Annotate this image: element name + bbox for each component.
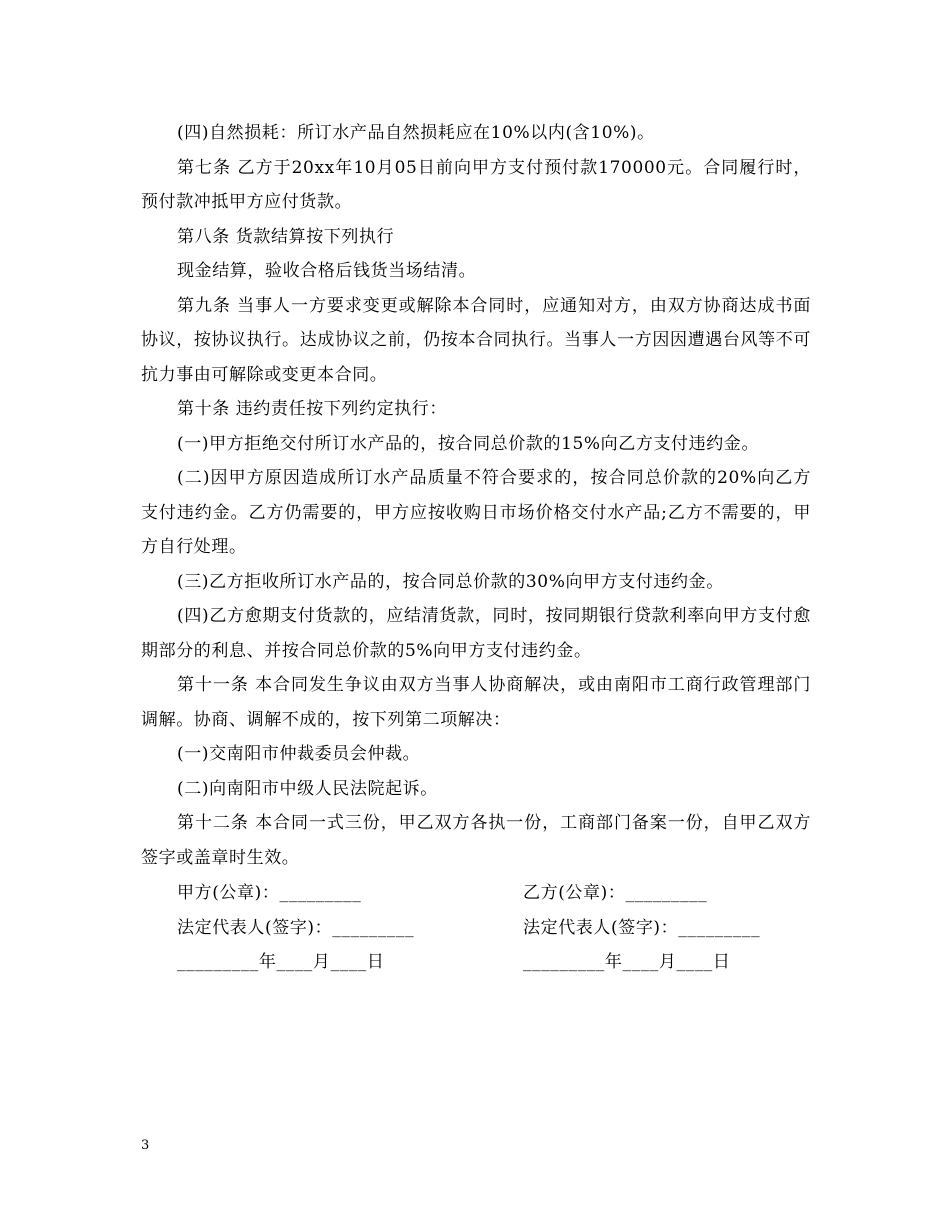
paragraph-article-11: 第十一条 本合同发生争议由双方当事人协商解决，或由南阳市工商行政管理部门调解。协商、调解不成的，按下列第二项解决： (141, 675, 811, 730)
signature-block (177, 876, 817, 980)
party-a-seal: 甲方(公章)：_________ (177, 883, 362, 903)
paragraph-article-12: 第十二条 本合同一式三份，甲乙双方各执一份，工商部门备案一份，自甲乙双方签字或盖章时生效。 (141, 813, 811, 868)
paragraph-breach-1: (一)甲方拒绝交付所订水产品的，按合同总价款的15%向乙方支付违约金。 (177, 433, 760, 454)
party-a-date: _________年____月____日 (177, 952, 385, 972)
party-b-seal: 乙方(公章)：_________ (523, 883, 708, 903)
paragraph-article-8: 第八条 货款结算按下列执行 (177, 226, 395, 247)
paragraph-breach-4: (四)乙方愈期支付货款的，应结清货款，同时，按同期银行贷款利率向甲方支付愈期部分的利息、并按合同总价款的5%向甲方支付违约金。 (141, 606, 811, 661)
paragraph-breach-2: (二)因甲方原因造成所订水产品质量不符合要求的，按合同总价款的20%向乙方支付违约金。乙方仍需要的，甲方应按收购日市场价格交付水产品;乙方不需要的，甲方自行处理。 (141, 468, 811, 557)
party-b-date: _________年____月____日 (523, 952, 731, 972)
signature-row-representative (177, 911, 817, 946)
paragraph-cash-settlement: 现金结算，验收合格后钱货当场结清。 (177, 261, 477, 281)
paragraph-dispute-1: (一)交南阳市仲裁委员会仲裁。 (177, 744, 421, 764)
paragraph-article-9: 第九条 当事人一方要求变更或解除本合同时，应通知对方，由双方协商达成书面协议，按协议执行。达成协议之前，仍按本合同执行。当事人一方因因遭遇台风等不可抗力事由可解除或变更本合同。 (141, 295, 811, 385)
party-a-representative: 法定代表人(签字)：_________ (177, 917, 415, 938)
paragraph-natural-loss: (四)自然损耗：所订水产品自然损耗应在10%以内(含10%)。 (177, 123, 655, 143)
paragraph-dispute-2: (二)向南阳市中级人民法院起诉。 (177, 778, 438, 799)
paragraph-article-7: 第七条 乙方于20xx年10月05日前向甲方支付预付款170000元。合同履行时，预付款冲抵甲方应付货款。 (141, 157, 811, 212)
paragraph-breach-3: (三)乙方拒收所订水产品的，按合同总价款的30%向甲方支付违约金。 (177, 571, 724, 592)
page-number: 3 (141, 1138, 150, 1153)
party-b-representative: 法定代表人(签字)：_________ (523, 917, 761, 938)
signature-row-seal (177, 876, 817, 911)
signature-row-date (177, 945, 817, 980)
paragraph-article-10: 第十条 违约责任按下列约定执行： (177, 399, 448, 419)
contract-body (141, 116, 811, 875)
